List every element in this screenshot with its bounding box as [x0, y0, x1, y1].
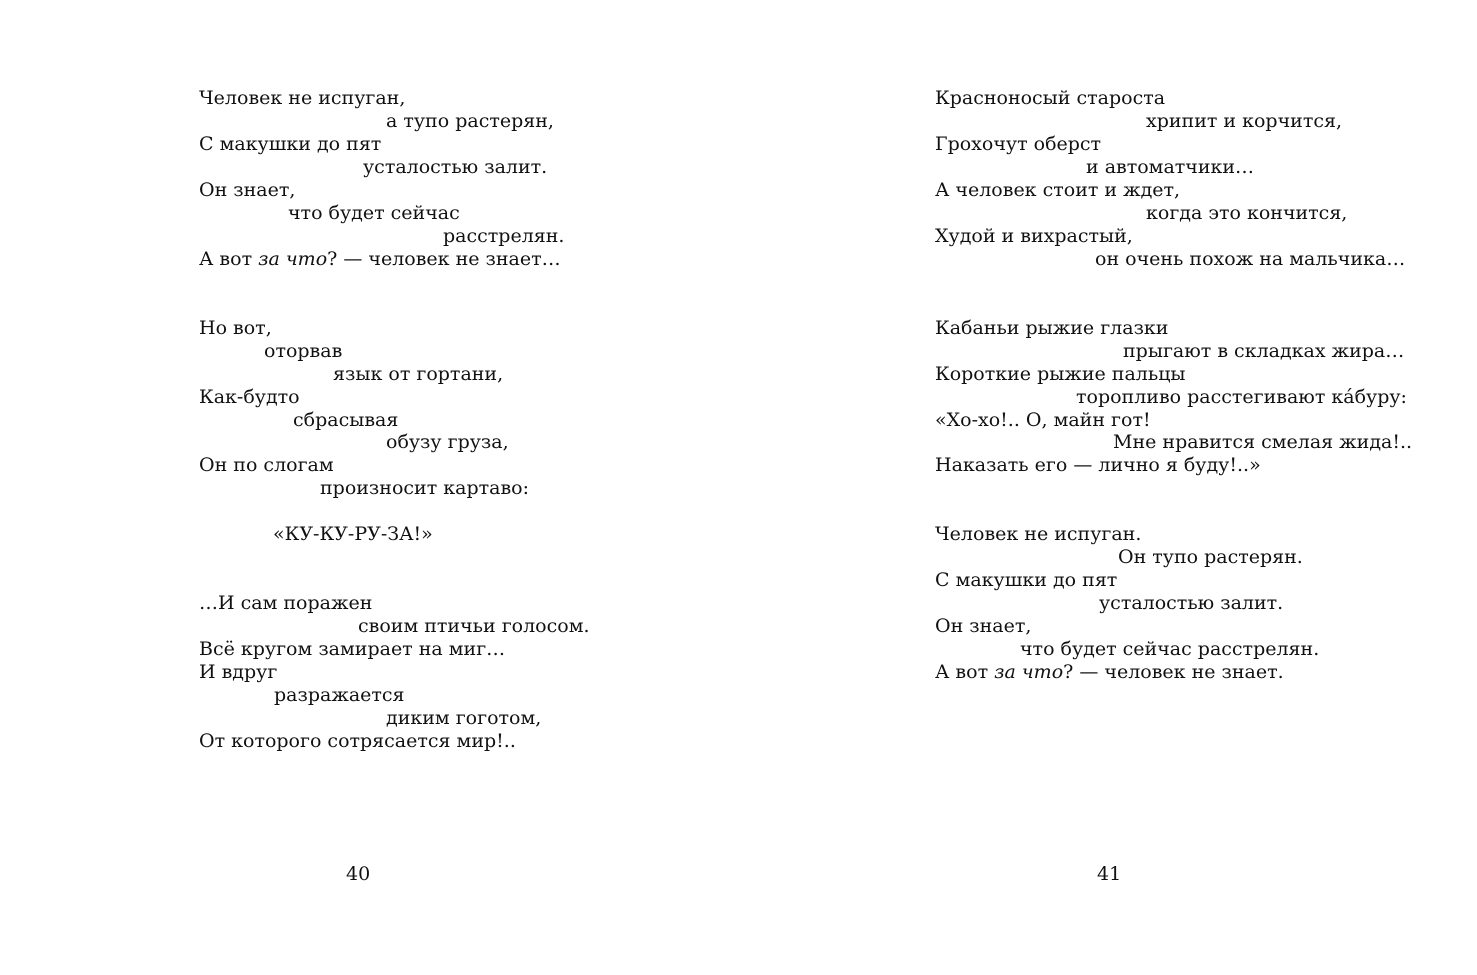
verse-line: когда это кончится,	[1146, 202, 1348, 224]
verse-line: диким гоготом,	[386, 707, 542, 729]
verse-line: а тупо растерян,	[386, 110, 554, 132]
verse-line: торопливо расстегивают ка́буру:	[1076, 386, 1407, 408]
verse-line: …И сам поражен	[199, 592, 373, 614]
verse-line: хрипит и корчится,	[1146, 110, 1343, 132]
verse-line: язык от гортани,	[333, 363, 504, 385]
verse-line: он очень похож на мальчика…	[1095, 248, 1406, 270]
verse-line: что будет сейчас расстрелян.	[1020, 638, 1320, 660]
verse-line: С макушки до пят	[935, 569, 1118, 591]
verse-line: Грохочут оберст	[935, 133, 1102, 155]
verse-fragment: А вот	[935, 661, 995, 683]
verse-line: произносит картаво:	[320, 477, 529, 499]
verse-line	[935, 661, 1284, 684]
verse-line: Мне нравится смелая жида!..	[1113, 431, 1413, 453]
verse-line: Худой и вихрастый,	[935, 225, 1133, 247]
verse-line: Человек не испуган.	[935, 523, 1142, 545]
verse-line: что будет сейчас	[288, 202, 460, 224]
italic-emphasis: за что	[258, 248, 328, 270]
verse-line: Красноносый староста	[935, 87, 1166, 109]
verse-line: Он по слогам	[199, 454, 334, 476]
verse-line: Всё кругом замирает на миг…	[199, 638, 506, 660]
verse-fragment: ? — человек не знает.	[1063, 661, 1284, 683]
verse-line: Он тупо растерян.	[1118, 546, 1303, 568]
verse-line: Человек не испуган,	[199, 87, 406, 109]
verse-line: обузу груза,	[386, 431, 509, 453]
verse-line: «КУ-КУ-РУ-ЗА!»	[273, 523, 433, 545]
verse-line: С макушки до пят	[199, 133, 382, 155]
verse-line: Короткие рыжие пальцы	[935, 363, 1186, 385]
verse-line: Но вот,	[199, 317, 272, 339]
verse-line: усталостью залит.	[363, 156, 548, 178]
verse-line: сбрасывая	[293, 409, 399, 431]
verse-line: Как-будто	[199, 386, 300, 408]
verse-line: Наказать его — лично я буду!..»	[935, 454, 1261, 476]
verse-line: разражается	[274, 684, 405, 706]
verse-line: расстрелян.	[443, 225, 565, 247]
verse-line: Он знает,	[199, 179, 296, 201]
verse-fragment: ? — человек не знает…	[327, 248, 561, 270]
verse-line: «Хо-хо!.. О, майн гот!	[935, 409, 1151, 431]
page-number: 40	[346, 863, 371, 885]
verse-line: и автоматчики…	[1086, 156, 1255, 178]
verse-line: Кабаньи рыжие глазки	[935, 317, 1169, 339]
verse-line: своим птичьи голосом.	[358, 615, 590, 637]
verse-line: усталостью залит.	[1099, 592, 1284, 614]
page-number: 41	[1097, 863, 1122, 885]
verse-line	[199, 248, 561, 271]
verse-line: А человек стоит и ждет,	[935, 179, 1181, 201]
left-page	[0, 0, 738, 975]
italic-emphasis: за что	[994, 661, 1064, 683]
verse-line: оторвав	[264, 340, 343, 362]
verse-fragment: А вот	[199, 248, 259, 270]
verse-line: От которого сотрясается мир!..	[199, 730, 516, 752]
verse-line: прыгают в складках жира…	[1123, 340, 1405, 362]
verse-line: И вдруг	[199, 661, 278, 683]
verse-line: Он знает,	[935, 615, 1032, 637]
right-page	[738, 0, 1477, 975]
